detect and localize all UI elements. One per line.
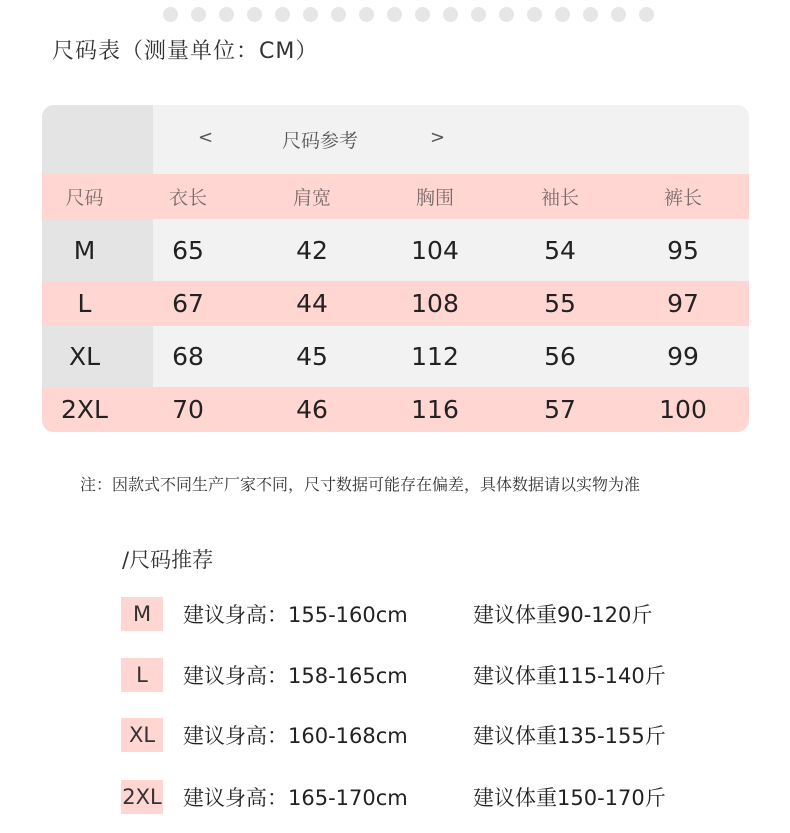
header-cell-shoulder: 肩宽: [292, 187, 331, 209]
table-cell: 65: [172, 235, 204, 265]
weight-recommendation: 建议体重90-120斤: [473, 603, 653, 627]
size-badge: L: [121, 658, 163, 692]
carousel-dot[interactable]: [163, 7, 178, 22]
carousel-dot[interactable]: [247, 7, 262, 22]
size-reference-label: 尺码参考: [282, 130, 359, 152]
table-cell: 116: [411, 395, 459, 424]
carousel-dot[interactable]: [527, 7, 542, 22]
size-cell: XL: [68, 342, 101, 371]
size-cell: 2XL: [61, 395, 108, 424]
header-cell-length: 衣长: [168, 187, 207, 209]
table-corner: [42, 105, 153, 174]
carousel-dot[interactable]: [471, 7, 486, 22]
carousel-dot[interactable]: [191, 7, 206, 22]
carousel-dot[interactable]: [555, 7, 570, 22]
table-cell: 99: [667, 342, 699, 371]
header-cell-chest: 胸围: [415, 187, 454, 209]
table-cell: 54: [544, 235, 576, 265]
carousel-dots: [163, 7, 654, 22]
table-row: [42, 326, 749, 387]
table-cell: 56: [544, 342, 576, 371]
carousel-dot[interactable]: [611, 7, 626, 22]
carousel-dot[interactable]: [303, 7, 318, 22]
weight-recommendation: 建议体重135-155斤: [473, 724, 666, 748]
carousel-dot[interactable]: [275, 7, 290, 22]
table-row: [42, 219, 749, 281]
table-cell: 97: [667, 289, 699, 318]
size-table-nav: [42, 105, 749, 174]
table-cell: 68: [172, 342, 204, 371]
table-cell: 45: [296, 342, 328, 371]
carousel-dot[interactable]: [415, 7, 430, 22]
header-cell-pants: 裤长: [663, 187, 702, 209]
table-cell: 100: [659, 395, 707, 424]
table-cell: 55: [544, 289, 576, 318]
table-cell: 42: [296, 235, 328, 265]
next-arrow-icon[interactable]: >: [430, 127, 446, 148]
prev-arrow-icon[interactable]: <: [198, 127, 214, 148]
carousel-dot[interactable]: [639, 7, 654, 22]
size-badge: M: [121, 597, 163, 631]
table-cell: 67: [172, 289, 204, 318]
table-cell: 108: [411, 289, 459, 318]
height-recommendation: 建议身高：160-168cm: [183, 724, 408, 748]
carousel-dot[interactable]: [219, 7, 234, 22]
height-recommendation: 建议身高：158-165cm: [183, 664, 408, 688]
carousel-dot[interactable]: [387, 7, 402, 22]
size-badge: 2XL: [121, 780, 163, 814]
size-cell: L: [77, 289, 92, 318]
carousel-dot[interactable]: [331, 7, 346, 22]
height-recommendation: 建议身高：165-170cm: [183, 786, 408, 810]
page-title: 尺码表（测量单位：CM）: [52, 39, 319, 64]
carousel-dot[interactable]: [499, 7, 514, 22]
table-cell: 104: [411, 235, 459, 265]
weight-recommendation: 建议体重115-140斤: [473, 664, 666, 688]
weight-recommendation: 建议体重150-170斤: [473, 786, 666, 810]
table-cell: 46: [296, 395, 328, 424]
height-recommendation: 建议身高：155-160cm: [183, 603, 408, 627]
table-cell: 57: [544, 395, 576, 424]
carousel-dot[interactable]: [359, 7, 374, 22]
recommendation-title: /尺码推荐: [122, 548, 214, 572]
header-cell-size: 尺码: [65, 187, 104, 209]
table-cell: 70: [172, 395, 204, 424]
table-cell: 112: [411, 342, 459, 371]
size-table: [42, 105, 749, 432]
carousel-dot[interactable]: [443, 7, 458, 22]
header-cell-sleeve: 袖长: [540, 187, 579, 209]
carousel-dot[interactable]: [583, 7, 598, 22]
disclaimer-note: 注：因款式不同生产厂家不同，尺寸数据可能存在偏差，具体数据请以实物为准: [80, 475, 641, 494]
table-row: [42, 281, 749, 326]
table-header-row: [42, 174, 749, 219]
table-cell: 44: [296, 289, 328, 318]
size-badge: XL: [121, 718, 163, 752]
table-cell: 95: [667, 235, 699, 265]
table-row: [42, 387, 749, 432]
size-cell: M: [73, 235, 96, 265]
